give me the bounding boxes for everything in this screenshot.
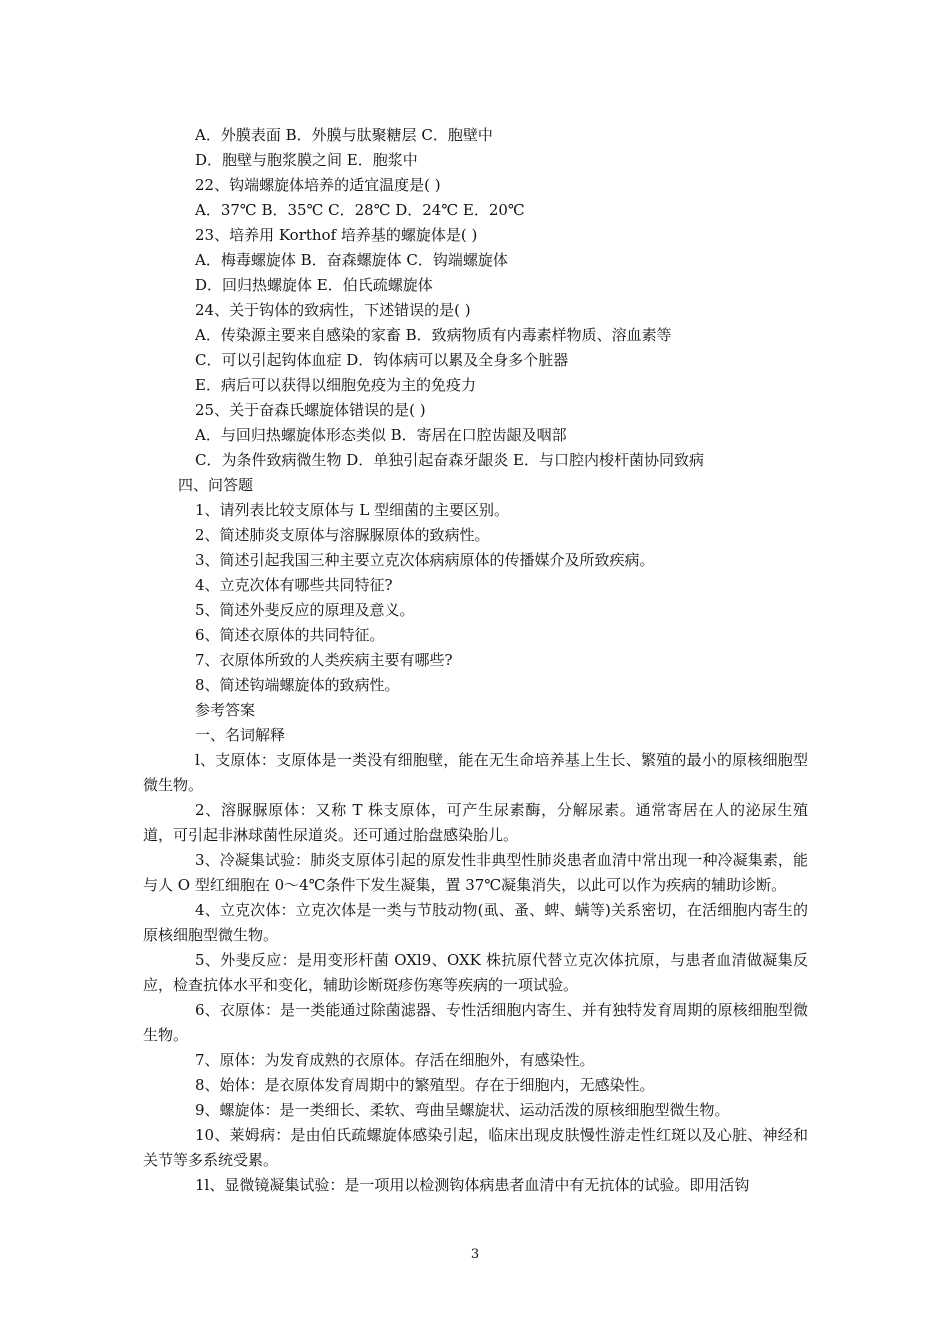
text-line: A．传染源主要来自感染的家畜 B．致病物质有内毒素样物质、溶血素等	[195, 326, 672, 344]
text-line: A．37℃ B．35℃ C．28℃ D．24℃ E．20℃	[195, 201, 525, 219]
text-line: E．病后可以获得以细胞免疫为主的免疫力	[195, 376, 476, 394]
text-line: 4、立克次体有哪些共同特征?	[195, 576, 393, 594]
text-line: A．梅毒螺旋体 B．奋森螺旋体 C．钩端螺旋体	[195, 251, 508, 269]
answer-paragraph: 4、立克次体：立克次体是一类与节肢动物(虱、蚤、蜱、螨等)关系密切，在活细胞内寄生的原核细胞型微生物。	[143, 901, 808, 944]
text-line: C．可以引起钩体血症 D．钩体病可以累及全身多个脏器	[195, 351, 569, 369]
text-line: 6、简述衣原体的共同特征。	[195, 626, 385, 644]
text-line: A．外膜表面 B．外膜与肽聚糖层 C．胞壁中	[195, 126, 493, 144]
text-line: 25、关于奋森氏螺旋体错误的是( )	[195, 401, 426, 419]
text-line: 7、衣原体所致的人类疾病主要有哪些?	[195, 651, 453, 669]
answer-paragraph: l、支原体：支原体是一类没有细胞壁，能在无生命培养基上生长、繁殖的最小的原核细胞型微生物。	[143, 751, 808, 794]
answer-paragraph: 9、螺旋体：是一类细长、柔软、弯曲呈螺旋状、运动活泼的原核细胞型微生物。	[195, 1101, 730, 1119]
answer-paragraph: 2、溶脲脲原体：又称 T 株支原体，可产生尿素酶，分解尿素。通常寄居在人的泌尿生殖道，可引起非淋球菌性尿道炎。还可通过胎盘感染胎儿。	[143, 801, 808, 844]
text-line: 一、名词解释	[195, 726, 286, 744]
text-line: 2、简述肺炎支原体与溶脲脲原体的致病性。	[195, 526, 490, 544]
section-heading: 四、问答题	[178, 476, 254, 494]
page-number: 3	[470, 1247, 480, 1262]
text-line: 3、简述引起我国三种主要立克次体病病原体的传播媒介及所致疾病。	[195, 551, 655, 569]
answer-paragraph: 6、衣原体：是一类能通过除菌滤器、专性活细胞内寄生、并有独特发育周期的原核细胞型微生物。	[143, 1001, 808, 1044]
text-line: 参考答案	[195, 701, 256, 719]
text-line: 1、请列表比较支原体与 L 型细菌的主要区别。	[195, 501, 510, 519]
text-line: 23、培养用 Korthof 培养基的螺旋体是( )	[195, 226, 478, 244]
answer-paragraph: 8、始体：是衣原体发育周期中的繁殖型。存在于细胞内，无感染性。	[195, 1076, 655, 1094]
document-body	[143, 123, 808, 1198]
answer-paragraph: 1l、显微镜凝集试验：是一项用以检测钩体病患者血清中有无抗体的试验。即用活钩	[195, 1176, 750, 1194]
answer-paragraph: 7、原体：为发育成熟的衣原体。存活在细胞外，有感染性。	[195, 1051, 595, 1069]
text-line: 8、简述钩端螺旋体的致病性。	[195, 676, 400, 694]
text-line: C．为条件致病微生物 D．单独引起奋森牙龈炎 E．与口腔内梭杆菌协同致病	[195, 451, 704, 469]
text-line: D．胞壁与胞浆膜之间 E．胞浆中	[195, 151, 418, 169]
text-line: A．与回归热螺旋体形态类似 B．寄居在口腔齿龈及咽部	[195, 426, 567, 444]
text-line: 5、简述外斐反应的原理及意义。	[195, 601, 415, 619]
text-line: D．回归热螺旋体 E．伯氏疏螺旋体	[195, 276, 433, 294]
answer-paragraph: 3、冷凝集试验：肺炎支原体引起的原发性非典型性肺炎患者血清中常出现一种冷凝集素，能与人 O 型红细胞在 0～4℃条件下发生凝集，置 37℃凝集消失，以此可以作为疾病的辅助诊断。	[143, 851, 808, 894]
text-line: 22、钩端螺旋体培养的适宜温度是( )	[195, 176, 441, 194]
answer-paragraph: 5、外斐反应：是用变形杆菌 OXl9、OXK 株抗原代替立克次体抗原，与患者血清做凝集反应，检查抗体水平和变化，辅助诊断斑疹伤寒等疾病的一项试验。	[143, 951, 808, 994]
text-line: 24、关于钩体的致病性，下述错误的是( )	[195, 301, 471, 319]
answer-paragraph: 10、莱姆病：是由伯氏疏螺旋体感染引起，临床出现皮肤慢性游走性红斑以及心脏、神经和关节等多系统受累。	[143, 1126, 808, 1169]
